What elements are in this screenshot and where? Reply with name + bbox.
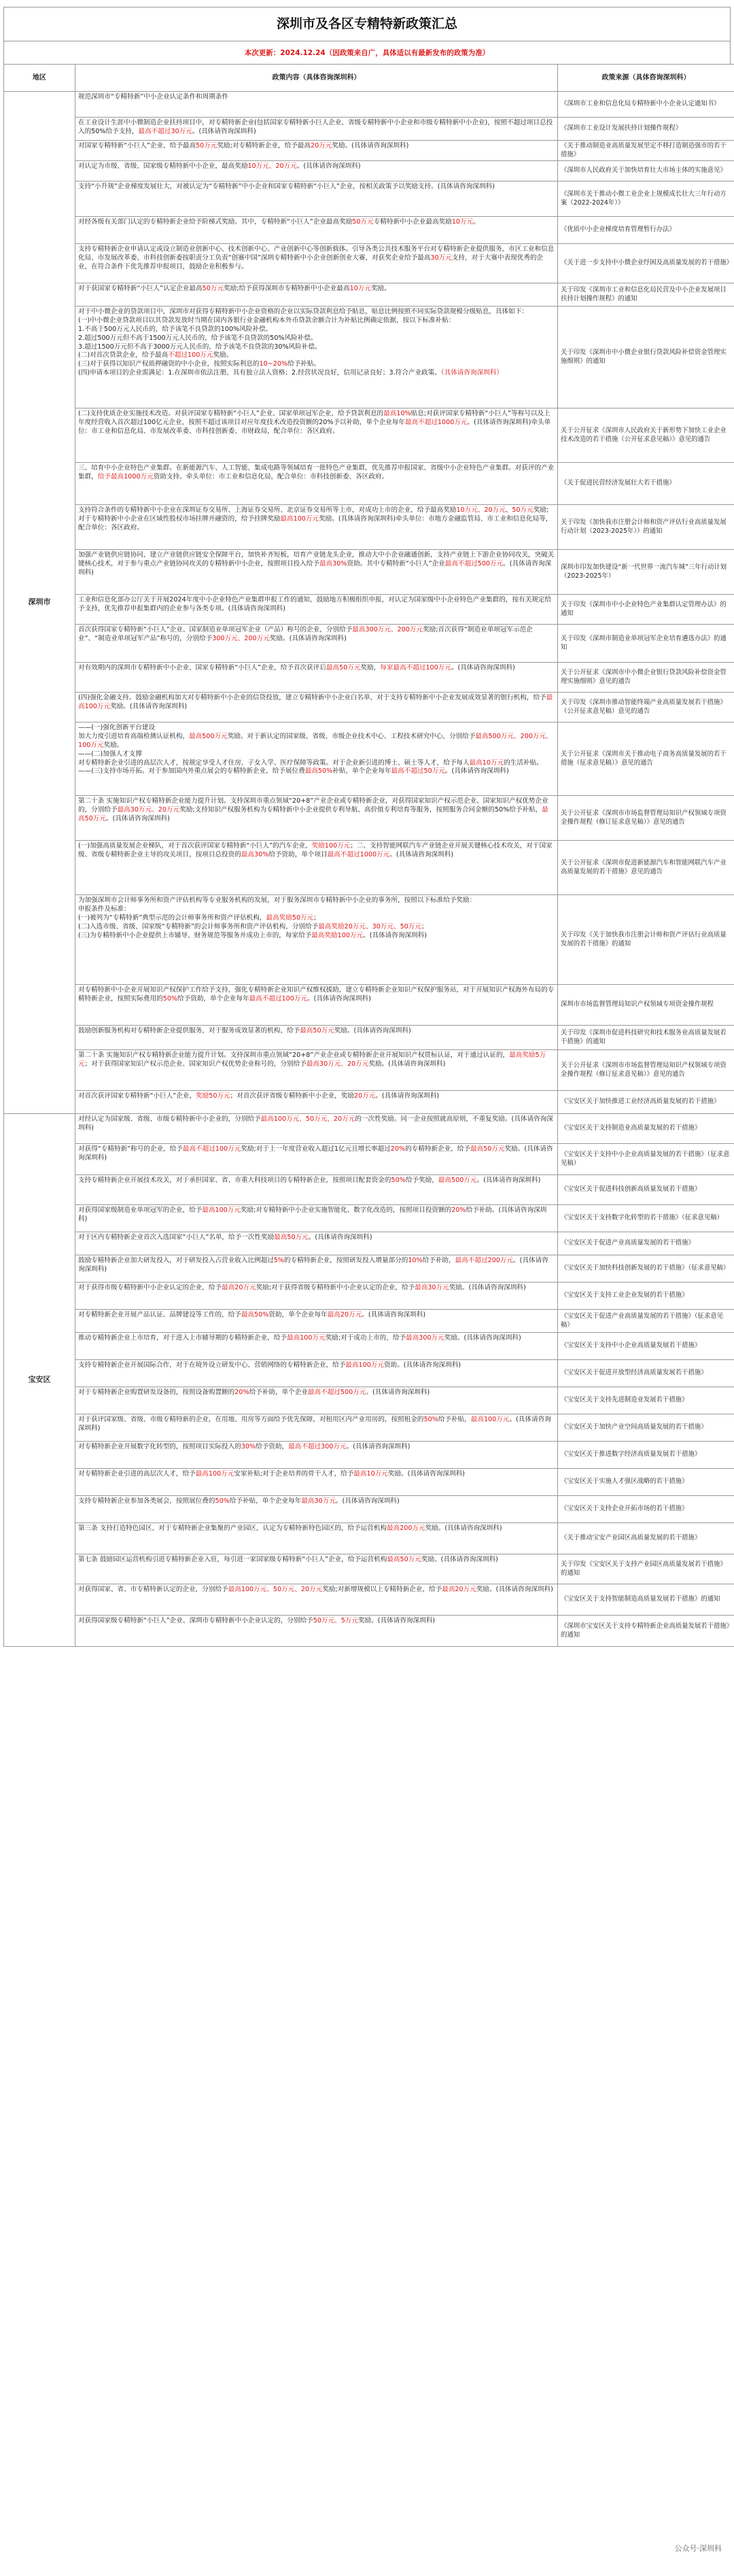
policy-paragraph: 加强产业链供应链协同，建立产业链供应链安全保障平台，加快补齐短板，培育产业链龙头企业，推动大中小企业融通创新，支持产业链上下游企业协同攻关，突破关键核心技术，对于参与重点产业链协同攻关的专精特新中小企业，按照项目投入给予最高30%资助。其中专精特新“小巨人”企业最高不超过500万元。(具体请咨询深圳科): [78, 551, 555, 576]
policy-content: [75, 181, 558, 217]
policy-row: [4, 505, 734, 550]
policy-row: [4, 283, 734, 307]
policy-row: [4, 1523, 734, 1554]
policy-paragraph: 首次获得国家专精特新“小巨人”企业、国家制造业单项冠军企业（产品）称号的企业，分别给予最高300万元、200万元奖励;首次获得“制造业单项冠军示范企业”、“制造业单项冠军产品”称号的，分别给予300万元、200万元奖励。(具体请咨询深圳科): [78, 626, 533, 643]
highlight-amount: 最高50%: [304, 767, 333, 776]
highlight-amount: 最高20万元: [442, 1586, 476, 1594]
policy-row: [4, 1091, 734, 1114]
policy-row: [4, 1496, 734, 1523]
highlight-amount: 最高20万元: [222, 1284, 256, 1292]
policy-paragraph: 在工业设计生涯中小微制造企业扶持项目中，对专精特新企业(包括国家专精特新小巨人企业、省级专精特新中小企业和市级专精特新中小企业)，按照不超过项目总投入的50%给予支持，最高不超过30万元。(具体请咨询深圳科): [78, 119, 553, 135]
policy-row: [4, 1616, 734, 1647]
policy-source: 《关于推动制造业高质量发展坚定不移打造制造强市的若干措施》: [558, 141, 734, 161]
policy-paragraph: 支持专精特新企业开展技术攻关，对于承担国家、省、市重大科技项目的专精特新企业，按照项目配套资金的50%给予奖励，最高500万元。(具体请咨询深圳科): [78, 1177, 541, 1185]
policy-source: 《宝安区关于实施人才强区战略的若干措施》: [558, 1469, 734, 1496]
policy-row: [4, 1175, 734, 1205]
column-header-source: 政策来源（具体咨询深圳科）: [558, 65, 734, 92]
highlight-amount: 最高不超过100万元: [249, 995, 308, 1003]
policy-content: [75, 595, 558, 625]
highlight-amount: 最高10万元: [353, 1470, 388, 1478]
policy-content: [75, 1496, 558, 1523]
policy-paragraph: ——(一)强化创新平台建设: [78, 724, 156, 732]
highlight-amount: 50%: [215, 1497, 230, 1505]
policy-row: [4, 161, 734, 181]
policy-row: [4, 1387, 734, 1414]
policy-content: [75, 841, 558, 895]
policy-source: 关于印发《深圳市中小微企业银行贷款风险补偿资金管理实施细则》的通知: [558, 307, 734, 408]
policy-source: 《关于进一步支持中小微企业纾困及高质量发展的若干措施》: [558, 244, 734, 283]
policy-paragraph: 对获得国家级制造业单项冠军的企业，给予最高100万元奖励;对专精特新中小企业实施智能化、数字化改造的，按照项目投资额的20%给予补助。(具体请咨询深圳科): [78, 1206, 547, 1223]
policy-content: [75, 505, 558, 550]
highlight-amount: 奖励50万元: [196, 1092, 230, 1100]
policy-row: [4, 1283, 734, 1310]
highlight-amount: 10万元、20万元: [456, 506, 506, 515]
highlight-amount: 50%: [162, 995, 178, 1003]
highlight-amount: 给予最高1000万元: [97, 473, 154, 481]
policy-paragraph: 对于获评国家级、省级、市级专精特新的企业，在用地、用房等方面给予优先保障，对租用区内产业用房的，按照租金的50%给予补贴，最高100万元。(具体请咨询深圳科): [78, 1416, 551, 1433]
policy-row: [4, 1255, 734, 1283]
policy-source: 关于印发《深圳市工业和信息化局民营及中小企业发展项目扶持计划操作规程》的通知: [558, 283, 734, 307]
policy-paragraph: 对经认定为国家级、省级、市级专精特新中小企业的，分别给予最高100万元、50万元、20万元的一次性奖励。同一企业按照就高原则，不重复奖励。(具体请咨询深圳科): [78, 1115, 553, 1132]
policy-content: [75, 1414, 558, 1442]
policy-content: [75, 1205, 558, 1232]
policy-source: 关于印发《宝安区关于支持产业园区高质量发展若干措施》的通知: [558, 1554, 734, 1584]
policy-content: [75, 1554, 558, 1584]
policy-paragraph: (一)加强高质量发展企业梯队，对于首次获评国家专精特新“小巨人”的汽车企业，奖励100万元；二、支持智能网联汽车产业链企业开展关键核心技术攻关，对于国家级、省级专精特新企业主导的攻关项目，按项目总投资的最高30%给予资助，单个项目最高不超过1000万元。(具体请咨询深圳科): [78, 842, 553, 859]
policy-paragraph: 申报条件及标准：: [78, 905, 130, 913]
policy-paragraph: 鼓励创新服务机构对专精特新企业提供服务，对于服务成效显著的机构，给予最高50万元奖励。(具体请咨询深圳科): [78, 1027, 411, 1035]
policy-source: 《宝安区关于支持数字化转型的若干措施》（征求意见稿）: [558, 1205, 734, 1232]
policy-source: 《宝安区关于加快推进工业经济高质量发展的若干措施》: [558, 1091, 734, 1114]
policy-paragraph: 第七条 鼓励园区运营机构引进专精特新企业入驻，每引进一家国家级专精特新“小巨人”企业，给予运营机构最高50万元奖励。(具体请咨询深圳科): [78, 1556, 498, 1564]
policy-paragraph: 支持“小升规”企业梯度发展壮大，对被认定为“专精特新”中小企业和国家专精特新“小巨人”企业，按相关政策予以奖励支持。(具体请咨询深圳科): [78, 183, 495, 191]
policy-content: [75, 244, 558, 283]
policy-paragraph: 对国家专精特新“小巨人”企业，给予最高50万元奖励;对专精特新企业，给予最高20万元奖励。(具体请咨询深圳科): [78, 142, 409, 150]
highlight-amount: 50%: [423, 1416, 438, 1424]
policy-row: [4, 1232, 734, 1255]
policy-source: 《宝安区关于促进产业高质量发展的若干措施》: [558, 1232, 734, 1255]
policy-row: [4, 1205, 734, 1232]
policy-content: [75, 118, 558, 141]
table-header-row: [4, 65, 734, 92]
policy-content: [75, 985, 558, 1026]
policy-source: 《宝安区关于促进开放型经济高质量发展若干措施》: [558, 1360, 734, 1387]
highlight-amount: 最高50万元: [470, 1145, 505, 1153]
region-shenzhen: 深圳市: [4, 92, 75, 1114]
policy-source: 《深圳市工业和信息化局专精特新中小企业认定通知书》: [558, 92, 734, 118]
policy-row: [4, 663, 734, 693]
policy-content: [75, 1144, 558, 1175]
policy-paragraph: (二)对首次贷款企业，给予最高不超过100万元奖励。: [78, 351, 233, 360]
highlight-amount: 最高不超过300万元: [288, 1443, 347, 1451]
policy-row: [4, 1310, 734, 1333]
policy-paragraph: ——(二)加强人才支撑: [78, 750, 142, 758]
policy-content: [75, 217, 558, 244]
policy-source: 关于公开征求《深圳市市场监督管理局知识产权领域专项资金操作规程（修订征求意见稿）》意见的通告: [558, 796, 734, 841]
policy-table-body: [4, 92, 734, 1647]
policy-row: [4, 1469, 734, 1496]
highlight-amount: 最高奖励50万元: [266, 913, 314, 922]
policy-row: [4, 1050, 734, 1091]
policy-source: 《宝安区关于支持企业开拓市场的若干措施》: [558, 1496, 734, 1523]
policy-content: [75, 1584, 558, 1616]
policy-paragraph: 支持专精特新企业申请认定或设立制造业创新中心、技术创新中心、产业创新中心等创新载体。引导各类公共技术服务平台对专精特新企业提供服务，市区工业和信息化局、市发展改革委、市科技创新委按职责分工负责“创赛中国”深圳专精特新中小企业创新创业大赛，对获奖企业给予最高30万元支持，对于大赛中表现优秀的企业，在符合条件下优先推荐申报项目，鼓励企业积极参与。: [78, 245, 555, 271]
highlight-amount: 最高10%: [383, 410, 411, 418]
policy-paragraph: (三)为专精特新中小企业提供上市辅导、财务规范等服务并成功上市的，每家给予最高奖励100万元。(具体请咨询深圳科): [78, 931, 427, 939]
policy-source: 《宝安区关于支持中小企业高质量发展若干措施》: [558, 1333, 734, 1360]
highlight-amount: 最高50万元: [300, 1027, 334, 1035]
policy-content: [75, 1175, 558, 1205]
highlight-amount: 最高500万元、200万元、100万元: [78, 733, 553, 749]
policy-content: [75, 1026, 558, 1050]
policy-source: 《宝安区关于促进科技创新高质量发展若干措施》: [558, 1175, 734, 1205]
policy-paragraph: 对专精特新中小企业开展知识产权保护工作给予支持，强化专精特新企业知识产权维权援助，建立专精特新企业知识产权保护服务站，对于开展知识产权海外布局的专精特新企业，按照实际费用的50%给予资助，单个企业每年最高不超过100万元。(具体请咨询深圳科): [78, 986, 555, 1003]
policy-row: [4, 1333, 734, 1360]
policy-content: [75, 307, 558, 408]
highlight-amount: 最高10万元: [469, 759, 504, 767]
highlight-amount: 最高不超过30万元: [138, 127, 192, 135]
policy-row: [4, 141, 734, 161]
highlight-amount: 最高奖励20万元、30万元、50万元: [318, 922, 421, 930]
policy-row: [4, 595, 734, 625]
policy-paragraph: 对专精特新企业开展产品认证、品牌建设等工作的，给予最高50%资助，单个企业每年最高20万元。(具体请咨询深圳科): [78, 1311, 426, 1319]
highlight-amount: 最高不超过1000万元: [327, 851, 390, 859]
policy-source: 关于公开征求《深圳市促进新能源汽车和智能网联汽车产业高质量发展的若干措施》意见的通告: [558, 841, 734, 895]
policy-content: [75, 1442, 558, 1469]
policy-content: [75, 1387, 558, 1414]
update-notice: 本次更新：2024.12.24（因政策来自广，具体适以有最新发布的政策为准）: [3, 41, 731, 64]
policy-source: 《关于推动宝安产业园区高质量发展的若干措施》: [558, 1523, 734, 1554]
policy-paragraph: 推动专精特新企业上市培育，对于进入上市辅导期的专精特新企业，给予最高100万元奖励;对于成功上市的，给予最高300万元奖励。(具体请咨询深圳科): [78, 1334, 521, 1342]
policy-paragraph: 规范深圳市“专精特新”中小企业认定条件和周期条件: [78, 93, 229, 101]
policy-source: 《深圳市宝安区关于支持专精特新企业高质量发展若干措施》的通知: [558, 1616, 734, 1647]
policy-row: [4, 307, 734, 408]
highlight-amount: 最高不超过1000万元: [404, 419, 468, 427]
policy-paragraph: 支持符合条件的专精特新中小企业在深圳证券交易所、上海证券交易所、北京证券交易所等上市，对成功上市的企业，给予最高奖励10万元、20万元、50万元奖励;对于专精特新中小企业在区域性股权市场挂牌并融资的，给予挂牌奖励最高100万元奖励。(具体请咨询深圳科)牵头单位：市地方金融监管局、市工业和信息化局等，配合单位：各区政府。: [78, 506, 553, 532]
policy-row: [4, 1414, 734, 1442]
highlight-amount: 最高200万元: [386, 1525, 425, 1533]
highlight-amount: 奖励100万元: [311, 842, 351, 850]
policy-source: 《深圳市关于推动小微工业企业上规模成长壮大三年行动方案（2022-2024年）》: [558, 181, 734, 217]
policy-row: [4, 985, 734, 1026]
policy-source: 《深圳市人民政府关于加快培育壮大市场主体的实施意见》: [558, 161, 734, 181]
highlight-amount: 最高30%: [241, 851, 269, 859]
highlight-amount: 最高500万元: [189, 733, 228, 741]
policy-paragraph: 第二十条 实施知识产权专精特新企业能力提升计划。支持深圳市重点领域“20+8”产业企业或专精特新企业，对获得国家知识产权示范企业、国家知识产权优势企业的，分别给予最高30万元、20万元奖励;支持知识产权服务机构为专精特新中小企业提供专利导航、高价值专利培育等服务，按照服务合同金额的50%给予补贴，最高50万元。(具体请咨询深圳科): [78, 797, 548, 822]
policy-row: [4, 1026, 734, 1050]
policy-source: 《宝安区关于推进数字经济高质量发展若干措施》: [558, 1442, 734, 1469]
highlight-amount: 10%: [408, 1257, 423, 1265]
highlight-amount: 最高100万元: [287, 1334, 326, 1342]
highlight-amount: 最高100万元: [345, 1361, 385, 1370]
highlight-amount: 30万元: [430, 254, 452, 262]
policy-content: [75, 1114, 558, 1144]
policy-row: [4, 895, 734, 985]
policy-source: 深圳市印发加快建设“新一代世界一流汽车城”三年行动计划（2023-2025年）: [558, 550, 734, 595]
policy-paragraph: 鼓励专精特新企业加大研发投入，对于研发投入占营业收入比例超过5%的专精特新企业，按照研发投入增量部分的10%给予补助，最高不超过200万元。(具体请咨询深圳科): [78, 1257, 548, 1274]
highlight-amount: 最高300万元: [406, 1334, 444, 1342]
highlight-amount: 10~20%: [259, 360, 288, 368]
policy-content: [75, 1310, 558, 1333]
policy-row: [4, 796, 734, 841]
policy-paragraph: 工业和信息化部办公厅关于开展2024年度中小企业特色产业集群申报工作的通知，鼓励地方积极组织申报，对认定为国家级中小企业特色产业集群的，按有关规定给予支持，优先推荐申报集群内的企业参与各类专项。(具体请咨询深圳科): [78, 596, 551, 613]
highlight-amount: 最高50万元: [326, 664, 361, 672]
policy-paragraph: (四)申请本项目的企业需满足：1.在深圳市依法注册、具有独立法人资格；2.经营状况良好，信用记录良好；3.符合产业政策。（具体请咨询深圳科）: [78, 369, 503, 377]
policy-paragraph: ——(三)支持市场开拓。对于参加国内外重点展会的专精特新企业，给予展位费最高50%补贴，单个企业每年最高不超过50万元。(具体请咨询深圳科): [78, 767, 509, 776]
highlight-amount: 最高20万元: [327, 1311, 362, 1319]
policy-content: [75, 1255, 558, 1283]
highlight-amount: 30%: [241, 1443, 256, 1451]
policy-source: 关于印发《深圳市推动智能终端产业高质量发展若干措施》（公开征求意见稿）意见的通告: [558, 693, 734, 723]
highlight-amount: 最高50%: [241, 1311, 269, 1319]
highlight-amount: 10万元: [451, 218, 474, 226]
policy-content: [75, 141, 558, 161]
policy-row: [4, 1144, 734, 1175]
highlight-amount: 最高30万元、20万元: [117, 806, 180, 814]
policy-source: 《宝安区关于支持先进制造业发展若干措施》: [558, 1387, 734, 1414]
highlight-amount: 最高30万元、20万元: [306, 1060, 369, 1068]
highlight-amount: 最高100万元: [202, 1206, 241, 1215]
highlight-amount: 20万元: [353, 1092, 376, 1100]
highlight-amount: （具体请咨询深圳科）: [440, 369, 503, 377]
policy-row: [4, 1114, 734, 1144]
highlight-amount: 最高100万元、50万元、20万元: [260, 1115, 355, 1124]
policy-paragraph: 对有效期内的深圳市专精特新中小企业、国家专精特新“小巨人”企业，给予首次获评后最高50万元奖励，每家最高不超过100万元。(具体请咨询深圳科): [78, 664, 515, 672]
policy-paragraph: (一)中小微企业贷款项目以其贷款发放时当期在国内各银行业金融机构本外币贷款余额合计为补贴比例确定依据，按以下标准补贴：: [78, 317, 455, 325]
highlight-amount: 最高不超过500万元: [444, 560, 504, 568]
policy-paragraph: 2.超过500万元但不高于1500万元人民币的，给予该笔不良贷款的50%风险补偿。: [78, 334, 317, 342]
policy-paragraph: 支持专精特新企业开展国际合作，对于在境外设立研发中心、营销网络的专精特新企业，给予最高100万元资助。(具体请咨询深圳科): [78, 1361, 461, 1370]
policy-content: [75, 625, 558, 663]
policy-paragraph: (二)支持优质企业实施技术改造。对获评国家专精特新“小巨人”企业、国家单项冠军企业，给予贷款利息的最高10%贴息;对获评国家专精特新“小巨人”等称号以及上年度经营收入首次超过100亿元企业，按照不超过该项目对应年度技术改造投资额的20%予以补助，单个企业每年最高不超过1000万元。(具体请咨询深圳科)牵头单位：市工业和信息化局、市发展改革委、市科技创新委、市财政局，配合单位：各区政府。: [78, 410, 551, 435]
policy-paragraph: 1.不高于500万元人民币的，给予该笔不良贷款的100%风险补偿。: [78, 325, 273, 333]
policy-source: 《宝安区关于支持制造业高质量发展的若干措施》: [558, 1114, 734, 1144]
policy-paragraph: 对获得“专精特新”称号的企业，给予最高不超过100万元奖励;对于上一年度营业收入超过1亿元且增长率超过20%的专精特新企业，给予最高50万元奖励。(具体请咨询深圳科): [78, 1145, 553, 1162]
policy-source: 《宝安区关于促进产业高质量发展的若干措施》（征求意见稿）: [558, 1310, 734, 1333]
policy-source: 关于公开征求《深圳市关于推动电子商务高质量发展的若干措施（征求意见稿）》意见的通告: [558, 723, 734, 796]
policy-paragraph: 三、培育中小企业特色产业集群。在新能源汽车、人工智能、集成电路等领域培育一批特色产业集群，优先推荐申报国家、省级中小企业特色产业集群。对获评的产业集群，给予最高1000万元资助支持。牵头单位：市工业和信息化局，配合单位：市科技创新委、各区政府。: [78, 464, 555, 481]
policy-row: [4, 181, 734, 217]
policy-paragraph: 对专精特新企业引进的高层次人才，按规定享受人才住房、子女入学、医疗保障等政策。对于企业新引进的博士、硕士等人才，给予每人最高10万元的生活补贴。: [78, 759, 543, 767]
page-title: 深圳市及各区专精特新政策汇总: [3, 7, 731, 41]
column-header-content: 政策内容（具体咨询深圳科）: [75, 65, 558, 92]
policy-source: 《优质中小企业梯度培育管理暂行办法》: [558, 217, 734, 244]
highlight-amount: 每家最高不超过100万元: [380, 664, 451, 672]
highlight-amount: 最高30万元: [301, 1497, 336, 1505]
highlight-amount: 最高500万元: [438, 1177, 477, 1185]
policy-content: [75, 1091, 558, 1114]
policy-paragraph: 对获得国家、省、市专精特新认定的企业，分别给予最高100万元、50万元、20万元奖励;对新增规模以上专精特新企业，给予最高20万元奖励。(具体请咨询深圳科): [78, 1586, 553, 1594]
policy-content: [75, 895, 558, 985]
policy-paragraph: 3.超过1500万元但不高于3000万元人民币的，给予该笔不良贷款的30%风险补偿。: [78, 343, 321, 351]
policy-paragraph: 对于中小微企业的贷款项目中，深圳市对获得专精特新中小企业资格的企业以实际贷款利息给予贴息，贴息比例按照不同实际贷款规模分级贴息，具体如下：: [78, 308, 528, 316]
highlight-amount: 20%: [234, 1389, 249, 1397]
highlight-amount: 10万元、20万元: [247, 162, 297, 171]
policy-content: [75, 796, 558, 841]
policy-source: 《宝安区关于加快产业空间高质量发展的若干措施》: [558, 1414, 734, 1442]
highlight-amount: 最高50万元: [387, 1556, 421, 1564]
policy-content: [75, 1333, 558, 1360]
highlight-amount: 最高100万元: [470, 1416, 510, 1424]
highlight-amount: 最高30%: [319, 560, 347, 568]
policy-content: [75, 408, 558, 463]
policy-paragraph: (四)强化金融支持。鼓励金融机构加大对专精特新中小企业的信贷投放，建立专精特新中小企业白名单，对于支持专精特新中小企业发展成效显著的银行机构，给予最高100万元奖励。(具体请咨询深圳科): [78, 694, 553, 711]
policy-row: [4, 217, 734, 244]
policy-table: [3, 64, 734, 1647]
policy-source: 《宝安区关于加快科技创新发展的若干措施》（征求意见稿）: [558, 1255, 734, 1283]
policy-row: [4, 625, 734, 663]
highlight-amount: 不超过100万元: [168, 351, 213, 360]
highlight-amount: 50%: [391, 1177, 406, 1185]
region-baoan: 宝安区: [4, 1114, 75, 1647]
policy-content: [75, 283, 558, 307]
policy-content: [75, 1283, 558, 1310]
highlight-amount: 50万元: [352, 218, 374, 226]
policy-source: 关于印发《深圳市促进科技研究和技术服务业高质量发展若干措施》的通知: [558, 1026, 734, 1050]
highlight-amount: 20%: [451, 1206, 466, 1215]
highlight-amount: 最高100万元: [280, 515, 319, 523]
policy-source: 关于印发《加快我市注册会计师和资产评估行业高质量发展行动计划（2023-2025年）》的通知: [558, 505, 734, 550]
policy-content: [75, 663, 558, 693]
policy-row: [4, 1360, 734, 1387]
policy-source: 关于印发《关于加快我市注册会计师和资产评估行业高质量发展的若干措施》的通知: [558, 895, 734, 985]
policy-paragraph: 对专精特新企业开展数字化转型的，按照项目实际投入的30%给予资助，最高不超过300万元。(具体请咨询深圳科): [78, 1443, 410, 1451]
policy-paragraph: 对获得国家级专精特新“小巨人”企业、深圳市专精特新中小企业认定的，分别给予50万元、5万元奖励。(具体请咨询深圳科): [78, 1617, 436, 1625]
policy-paragraph: 支持专精特新企业参加各类展会，按照展位费的50%给予补贴，单个企业每年最高30万元。(具体请咨询深圳科): [78, 1497, 400, 1505]
highlight-amount: 最高不超过100万元: [182, 1145, 241, 1153]
policy-content: [75, 693, 558, 723]
policy-content: [75, 1360, 558, 1387]
policy-source: 关于公开征求《深圳市中小微企业银行贷款风险补偿资金管理实施细则》意见的通告: [558, 663, 734, 693]
policy-paragraph: 第三条 支持打造特色园区，对于专精特新企业集聚的产业园区，认定为专精特新特色园区的，给予运营机构最高200万元奖励。(具体请咨询深圳科): [78, 1525, 502, 1533]
policy-paragraph: 对于获国家专精特新“小巨人”认定企业最高50万元奖励;给予获得深圳市专精特新中小企业最高10万元奖励。: [78, 285, 391, 293]
policy-source: 关于印发《深圳市中小企业特色产业集群认定管理办法》的通知: [558, 595, 734, 625]
policy-source: 《关于促进民营经济发展壮大若干措施》: [558, 463, 734, 505]
highlight-amount: 50万元: [202, 285, 224, 293]
policy-content: [75, 1232, 558, 1255]
highlight-amount: 最高100万元: [195, 1470, 234, 1478]
policy-row: [4, 1442, 734, 1469]
policy-row: [4, 550, 734, 595]
policy-content: [75, 92, 558, 118]
policy-paragraph: 为加强深圳市会计师事务所和资产评估机构等专业服务机构的发展，对于服务深圳市专精特新中小企业的事务所，按照以下标准给予奖励：: [78, 897, 476, 905]
highlight-amount: 最高300万元、200万元: [352, 626, 423, 634]
policy-content: [75, 1523, 558, 1554]
highlight-amount: 最高不超过50万元: [391, 767, 445, 776]
policy-row: [4, 118, 734, 141]
highlight-amount: 20万元: [311, 142, 332, 150]
highlight-amount: 10万元: [349, 285, 371, 293]
policy-content: [75, 723, 558, 796]
policy-paragraph: (二)入选市级、省级、国家级“专精特新”的会计师事务所和资产评估机构，分别给予最高奖励20万元、30万元、50万元；: [78, 922, 428, 930]
policy-content: [75, 161, 558, 181]
policy-content: [75, 1050, 558, 1091]
policy-content: [75, 463, 558, 505]
watermark: 公众号·深圳科: [671, 2543, 727, 2556]
policy-row: [4, 244, 734, 283]
policy-content: [75, 1469, 558, 1496]
policy-source: 关于公开征求《深圳市人民政府关于新形势下加快工业企业技术改造的若干措施（公开征求意见稿）》意见的通告: [558, 408, 734, 463]
policy-source: 《深圳市工业设计发展扶持计划操作规程》: [558, 118, 734, 141]
policy-source: 关于印发《深圳市制造业单项冠军企业培育遴选办法》的通知: [558, 625, 734, 663]
highlight-amount: 5%: [273, 1257, 285, 1265]
policy-source: 深圳市市场监督管理局知识产权领域专项资金操作规程: [558, 985, 734, 1026]
policy-paragraph: 对于专精特新企业购置研发设备的，按照设备购置额的20%给予补助，单个企业最高不超过500万元。(具体请咨询深圳科): [78, 1389, 430, 1397]
policy-row: [4, 693, 734, 723]
highlight-amount: 最高50万元: [274, 1234, 309, 1242]
highlight-amount: 50万元: [512, 506, 534, 515]
policy-row: [4, 841, 734, 895]
policy-paragraph: 对于区内专精特新企业首次入选国家“小巨人”名单，给予一次性奖励最高50万元。(具体请咨询深圳科): [78, 1234, 372, 1242]
policy-row: [4, 1554, 734, 1584]
highlight-amount: 最高100万元、50万元、20万元: [228, 1586, 323, 1594]
policy-paragraph: 加大力度引进培育高端检测认证机构，最高500万元奖励。对于新认定的国家级、省级、市级企业技术中心、工程技术研究中心，分别给予最高500万元、200万元、100万元奖励。: [78, 733, 553, 749]
policy-source: 《宝安区关于支持工业企业发展的若干措施》: [558, 1283, 734, 1310]
highlight-amount: 300万元、200万元: [212, 635, 270, 643]
policy-content: [75, 1616, 558, 1647]
policy-paragraph: 对首次获评国家专精特新“小巨人”企业，奖励50万元；对首次获评省级专精特新中小企业，奖励20万元。(具体请咨询深圳科): [78, 1092, 440, 1100]
policy-row: [4, 463, 734, 505]
policy-paragraph: 对经各级有关部门认定的专精特新企业给予阶梯式奖励。其中，专精特新“小巨人”企业最高奖励50万元专精特新中小企业最高奖励10万元。: [78, 218, 480, 226]
highlight-amount: 最高不超过200万元: [455, 1257, 514, 1265]
highlight-amount: 最高奖励5万元: [78, 1051, 546, 1068]
policy-source: 关于公开征求《深圳市市场监督管理局知识产权领域专项资金操作规程（修订征求意见稿）》意见的通告: [558, 1050, 734, 1091]
policy-paragraph: 对于获得市级专精特新中小企业认定的企业，给予最高20万元奖励;对于获得省级专精特新中小企业认定的企业，给予最高30万元奖励。(具体请咨询深圳科): [78, 1284, 526, 1292]
policy-paragraph: 第二十条 实施知识产权专精特新企业能力提升计划。支持深圳市重点领域“20+8”产业企业或专精特新企业开展知识产权贯标认证，对于通过认证的，最高奖励5万元；对于获得国家知识产权示范企业、国家知识产权优势企业称号的，分别给予最高30万元、20万元奖励。(具体请咨询深圳科): [78, 1051, 546, 1068]
highlight-amount: 50万元、5万元: [313, 1617, 359, 1625]
policy-paragraph: (一)被列为“专精特新”典型示范的会计师事务所和资产评估机构，最高奖励50万元；: [78, 913, 320, 922]
highlight-amount: 最高30万元: [415, 1284, 449, 1292]
highlight-amount: 最高不超过500万元: [307, 1389, 366, 1397]
policy-row: [4, 723, 734, 796]
policy-row: [4, 92, 734, 118]
highlight-amount: 最高100万元: [78, 694, 553, 711]
policy-paragraph: 对专精特新企业引进的高层次人才，给予最高100万元安家补贴;对于企业培养的骨干人才，给予最高10万元奖励。(具体请咨询深圳科): [78, 1470, 465, 1478]
policy-source: 《宝安区关于支持智能制造高质量发展若干措施》的通知: [558, 1584, 734, 1616]
policy-row: [4, 1584, 734, 1616]
policy-paragraph: (三)对于获得以知识产权质押融资的中小企业，按照实际利息的10~20%给予补贴。: [78, 360, 321, 368]
policy-row: [4, 408, 734, 463]
policy-paragraph: 对认定为市级、省级、国家级专精特新中小企业，最高奖励10万元、20万元。(具体请咨询深圳科): [78, 162, 361, 171]
highlight-amount: 50万元: [196, 142, 217, 150]
policy-source: 《宝安区关于支持中小企业高质量发展的若干措施》（征求意见稿）: [558, 1144, 734, 1175]
column-header-region: 地区: [4, 65, 75, 92]
highlight-amount: 20%: [390, 1145, 406, 1153]
highlight-amount: 最高50万元: [78, 806, 548, 822]
policy-content: [75, 550, 558, 595]
highlight-amount: 最高奖励100万元: [311, 931, 364, 939]
